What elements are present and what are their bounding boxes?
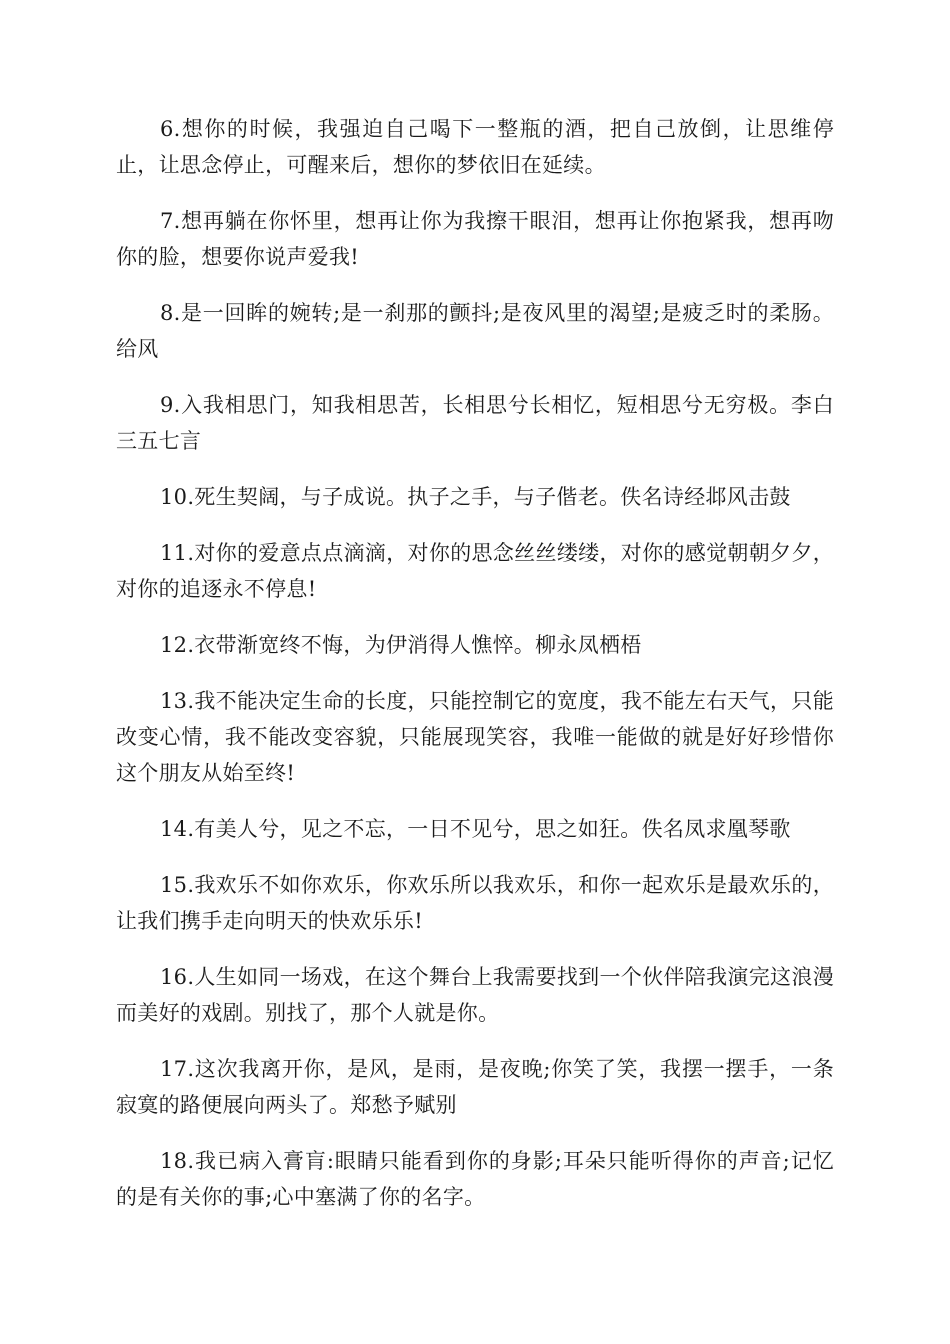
document-body xyxy=(116,111,834,1235)
paragraph-11: 11.对你的爱意点点滴滴，对你的思念丝丝缕缕，对你的感觉朝朝夕夕，对你的追逐永不停息! xyxy=(116,541,834,601)
paragraph-16: 16.人生如同一场戏，在这个舞台上我需要找到一个伙伴陪我演完这浪漫而美好的戏剧。别找了，那个人就是你。 xyxy=(116,965,834,1025)
paragraph-15: 15.我欢乐不如你欢乐，你欢乐所以我欢乐，和你一起欢乐是最欢乐的，让我们携手走向明天的快欢乐乐! xyxy=(116,873,834,933)
paragraph-9: 9.入我相思门，知我相思苦，长相思兮长相忆，短相思兮无穷极。李白三五七言 xyxy=(116,393,834,453)
paragraph-13: 13.我不能决定生命的长度，只能控制它的宽度，我不能左右天气，只能改变心情，我不能改变容貌，只能展现笑容，我唯一能做的就是好好珍惜你这个朋友从始至终! xyxy=(116,689,834,785)
paragraph-17: 17.这次我离开你，是风，是雨，是夜晚;你笑了笑，我摆一摆手，一条寂寞的路便展向两头了。郑愁予赋别 xyxy=(116,1057,834,1117)
paragraph-12: 12.衣带渐宽终不悔，为伊消得人憔悴。柳永凤栖梧 xyxy=(160,633,642,657)
paragraph-7: 7.想再躺在你怀里，想再让你为我擦干眼泪，想再让你抱紧我，想再吻你的脸，想要你说声爱我! xyxy=(116,209,834,269)
paragraph-10: 10.死生契阔，与子成说。执子之手，与子偕老。佚名诗经邶风击鼓 xyxy=(160,485,791,509)
paragraph-14: 14.有美人兮，见之不忘，一日不见兮，思之如狂。佚名凤求凰琴歌 xyxy=(160,817,791,841)
paragraph-8: 8.是一回眸的婉转;是一刹那的颤抖;是夜风里的渴望;是疲乏时的柔肠。给风 xyxy=(116,301,834,361)
paragraph-6: 6.想你的时候，我强迫自己喝下一整瓶的酒，把自己放倒，让思维停止，让思念停止，可醒来后，想你的梦依旧在延续。 xyxy=(116,117,834,177)
paragraph-18: 18.我已病入膏肓:眼睛只能看到你的身影;耳朵只能听得你的声音;记忆的是有关你的事;心中塞满了你的名字。 xyxy=(116,1149,834,1209)
